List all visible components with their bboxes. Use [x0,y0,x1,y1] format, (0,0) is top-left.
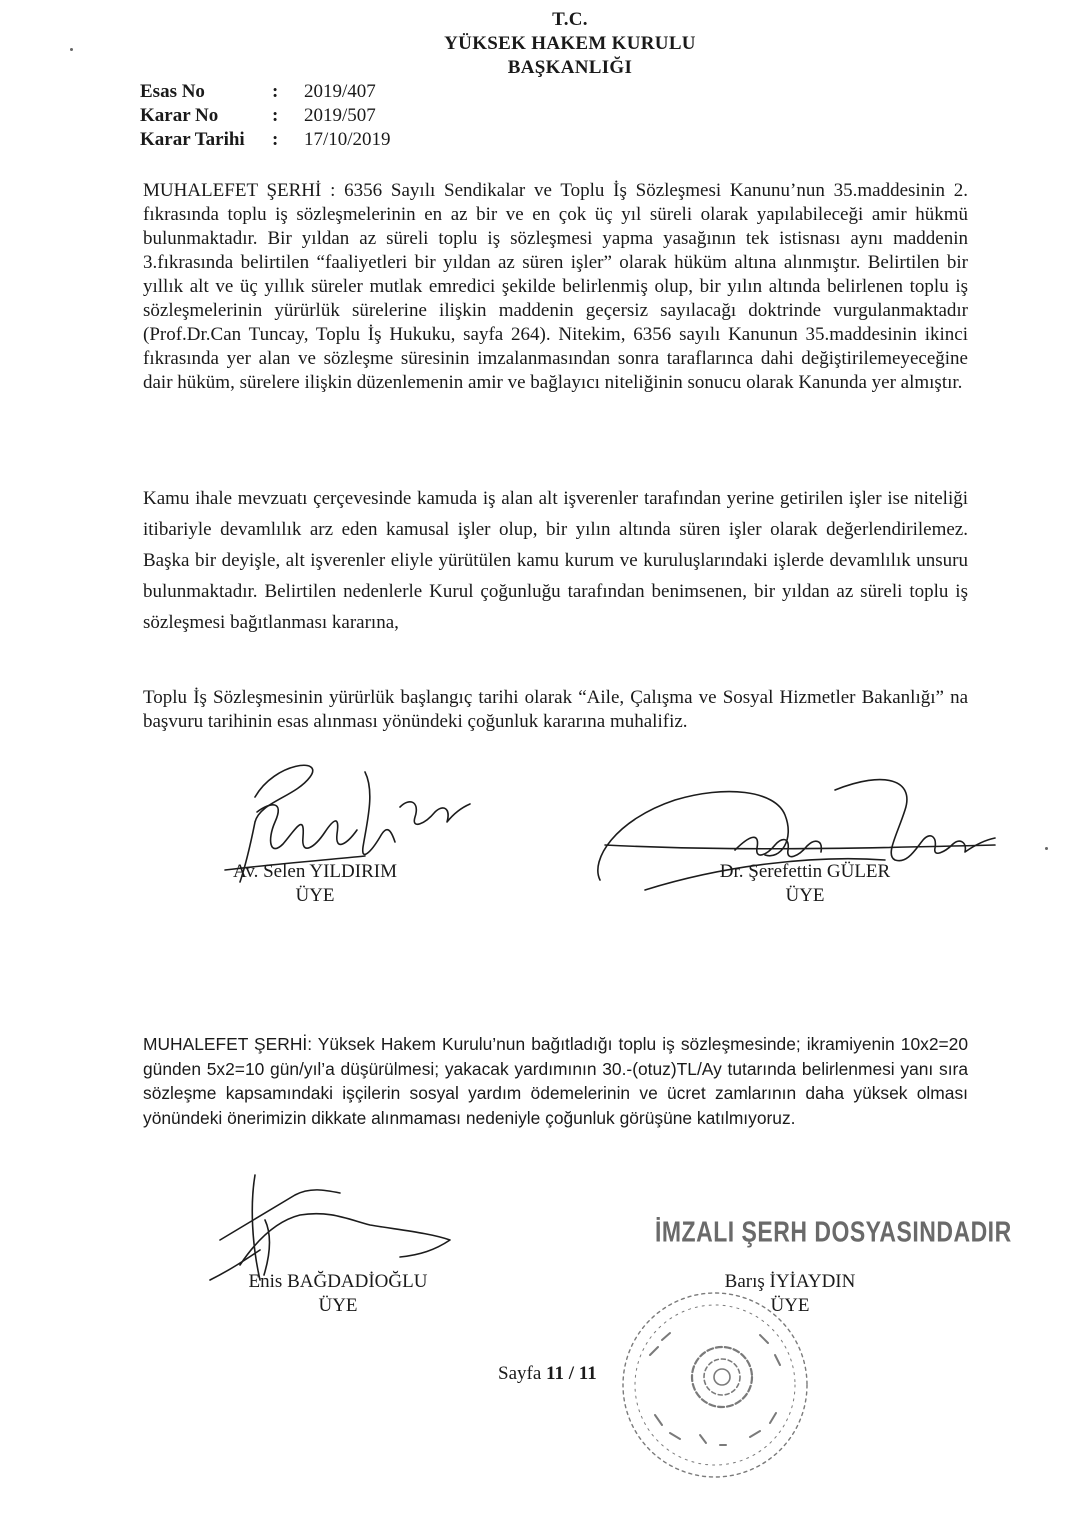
signatory-name: Dr. Şerefettin GÜLER [719,861,891,882]
case-value: 2019/507 [304,105,376,126]
signatory-block-3 [228,1270,448,1318]
page-number: 11 / 11 [546,1363,597,1384]
case-separator: : [272,81,279,102]
scan-speck [1045,847,1048,850]
signatory-role: ÜYE [785,885,825,906]
dissent2-paragraph: MUHALEFET ŞERHİ: Yüksek Hakem Kurulu’nun bağıtladığı toplu iş sözleşmesinde; ikramiyenin 10x2=20 günden 5x2=10 gün/yıl’a düşürülmesi; yakacak yardımının 30.-(otuz)TL/Ay tutarında belirlenmesi yanı sıra sözleşme kapsamındaki işçilerin sosyal yardım ödemelerinin ve ücret zamlarının daha yüksek olması yönündeki önerimizin dikkate alınmaması nedeniyle çoğunluk görüşüne katılmıyoruz. [143,1034,968,1128]
case-info [140,80,391,152]
dissent1-paragraph2: Kamu ihale mevzuatı çerçevesinde kamuda iş alan alt işverenler tarafından yerine getirilen işler ise niteliği itibariyle devamlılık arz eden kamusal işler olup, bir yılın altında süren işler olarak değerlendirilemez. Başka bir deyişle, alt işverenler eliyle yürütülen kamu kurum ve kuruluşlarındaki işlerde devamlılık unsuru bulunmaktadır. Belirtilen nedenlerle Kurul çoğunluğu tarafından benimsenen, bir yıldan az süreli toplu iş sözleşmesi bağıtlanması kararına, [143,488,968,633]
case-value: 2019/407 [304,81,376,102]
institution-header [380,8,760,80]
signatory-name: Enis BAĞDADİOĞLU [248,1271,428,1292]
page-label: Sayfa [498,1363,542,1384]
scan-speck [70,48,73,51]
signatory-role: ÜYE [318,1295,358,1316]
case-separator: : [272,105,279,126]
dissent1-paragraph3: Toplu İş Sözleşmesinin yürürlük başlangıç tarihi olarak “Aile, Çalışma ve Sosyal Hizmetler Bakanlığı” na başvuru tarihinin esas alınması yönündeki çoğunluk kararına muhalifiz. [143,687,968,732]
case-value: 17/10/2019 [304,129,391,150]
dissent1-paragraph1: MUHALEFET ŞERHİ : 6356 Sayılı Sendikalar ve Toplu İş Sözleşmesi Kanunu’nun 35.maddesinin 2. fıkrasında toplu iş sözleşmelerinin en az bir ve en çok üç yıl süreli olarak yapılabileceği amir hükmü bulunmaktadır. Bir yıldan az süreli toplu iş sözleşmesi yapma yasağının tek istisnası aynı maddenin 3.fıkrasında belirtilen “faaliyetleri bir yıldan az süren işler” olarak hüküm altına alınmıştır. Belirtilen bir yıllık alt ve üç yıllık süreler mutlak emredici şekilde belirlenmiş olup, bir yılın altında belirlenen toplu iş sözleşmelerinin yürürlük sürelerine ilişkin maddenin geçersiz sayılacağı doktrinde vurgulanmaktadır (Prof.Dr.Can Tuncay, Toplu İş Hukuku, sayfa 264). Nitekim, 6356 sayılı Kanunun 35.maddesinin ikinci fıkrasında yer alan ve sözleşme süresinin imzalanmasından sonra taraflarınca dahi değiştirilemeyeceğine dair hüküm, sürelere ilişkin düzenlemenin amir ve bağlayıcı niteliğinin sonucu olarak Kanunda yer almıştır. [143,180,968,393]
case-label: Esas No [140,81,205,102]
page-footer [498,1363,597,1385]
header-tc: T.C. [552,9,588,30]
signatory-block-1 [215,860,415,908]
signatory-block-2 [695,860,915,908]
case-row-tarih [140,128,391,152]
signatory-name: Barış İYİAYDIN [724,1271,856,1292]
case-separator: : [272,129,279,150]
case-label: Karar No [140,105,219,126]
header-presidency: BAŞKANLIĞI [507,57,633,78]
signatory-role: ÜYE [770,1295,810,1316]
signatory-name: Av. Selen YILDIRIM [233,861,397,882]
signatory-role: ÜYE [295,885,335,906]
case-row-esas [140,80,391,104]
signed-copy-stamp: İMZALI ŞERH DOSYASINDADIR [655,1215,1012,1248]
case-label: Karar Tarihi [140,129,245,150]
header-institution: YÜKSEK HAKEM KURULU [444,33,696,54]
case-row-karar [140,104,391,128]
official-seal [610,1285,820,1485]
